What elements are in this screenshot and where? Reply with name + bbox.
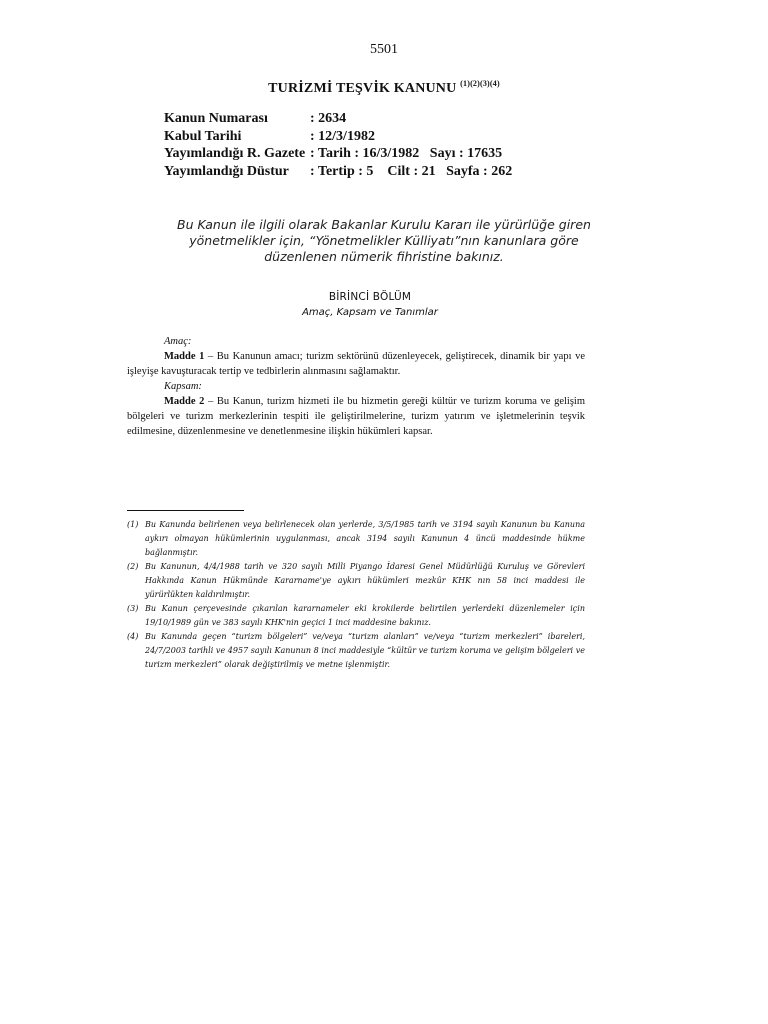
article-2-text: – Bu Kanun, turizm hizmeti ile bu hizmetin gereği kültür ve turizm koruma ve gelişim bölgeleri ve turizm merkezlerinin tespiti ile geliştirilmelerine, turizm yatırım ve işletmelerinin teşvik edilmesine, düzenlenmesine ve denetlenmesine ilişkin hükümleri kapsar. [127, 396, 585, 437]
footnote-text: Bu Kanun çerçevesinde çıkarılan kararnameler eki krokilerde belirtilen yerlerdeki düzenlemeler için 19/10/1989 gün ve 383 sayılı KHK'nin geçici 1 inci maddesine bakınız. [145, 604, 585, 627]
article-1-text: – Bu Kanunun amacı; turizm sektörünü düzenleyecek, geliştirecek, dinamik bir yapı ve işleyişe kavuşturacak tertip ve tedbirlerin alınmasını sağlamaktır. [127, 351, 586, 377]
footnote-number: (4) [127, 632, 139, 641]
metadata-value: : 2634 [310, 111, 347, 126]
section-subheading: Amaç, Kapsam ve Tanımlar [302, 307, 438, 318]
article-1-paragraph [127, 349, 585, 379]
metadata-row-official-gazette [164, 145, 512, 163]
footnotes [127, 518, 585, 672]
article-1-label: Amaç: [164, 336, 192, 347]
article-2-paragraph [127, 394, 585, 439]
footnote-number: (2) [127, 562, 139, 571]
metadata-value: : 12/3/1982 [310, 128, 375, 144]
metadata-row-dustur [164, 163, 512, 181]
metadata-value: : Tarih : 16/3/1982 Sayı : 17635 [310, 146, 503, 161]
article-1-number: Madde 1 [164, 351, 205, 362]
footnote-3 [127, 602, 585, 630]
footnote-number: (3) [127, 604, 139, 613]
title-text: TURİZMİ TEŞVİK KANUNU [268, 81, 457, 96]
metadata-value: : Tertip : 5 Cilt : 21 Sayfa : 262 [310, 163, 513, 179]
article-2-label: Kapsam: [164, 381, 202, 392]
footnote-2 [127, 560, 585, 602]
notice-line: Bu Kanun ile ilgili olarak Bakanlar Kurulu Kararı ile yürürlüğe giren [177, 217, 591, 232]
notice-line: yönetmelikler için, “Yönetmelikler Külliyatı”nın kanunlara göre [189, 233, 579, 248]
footnote-4 [127, 630, 585, 672]
footnote-number: (1) [127, 520, 139, 529]
footnote-divider [127, 510, 244, 511]
footnote-text: Bu Kanunda geçen “turizm bölgeleri” ve/veya “turizm alanları” ve/veya “turizm merkezleri” ibareleri, 24/7/2003 tarihli ve 4957 sayılı Kanunun 8 inci maddesiyle “kültür ve turizm koruma ve gelişim bölgeleri ve turizm merkezleri” olarak değiştirilmiş ve metne işlenmiştir. [145, 632, 585, 669]
metadata-row-law-number [164, 110, 512, 128]
footnote-text: Bu Kanunda belirlenen veya belirlenecek olan yerlerde, 3/5/1985 tarih ve 3194 sayılı Kanunun bu Kanuna aykırı olmayan hükümlerinin uygulanması, ancak 3194 sayılı Kanunun 4 üncü maddesinde hükme bağlanmıştır. [145, 520, 585, 557]
metadata-label: Kabul Tarihi [164, 128, 242, 144]
law-metadata [164, 110, 512, 180]
articles-body [127, 334, 585, 439]
metadata-row-acceptance-date [164, 128, 512, 146]
metadata-label: Yayımlandığı R. Gazete [164, 146, 306, 161]
document-title [0, 81, 768, 97]
footnote-text: Bu Kanunun, 4/4/1988 tarih ve 320 sayılı Milli Piyango İdaresi Genel Müdürlüğü Kuruluş ve Görevleri Hakkında Kanun Hükmünde Kararname'ye aykırı hükümleri mezkûr KHK nın 58 inci maddesi ile yürürlükten kaldırılmıştır. [145, 562, 585, 599]
metadata-label: Yayımlandığı Düstur [164, 163, 289, 179]
article-2-number: Madde 2 [164, 396, 205, 407]
page-number: 5501 [370, 42, 398, 57]
metadata-label: Kanun Numarası [164, 111, 268, 126]
section-heading: BİRİNCİ BÖLÜM [328, 291, 412, 303]
regulations-notice [0, 217, 768, 265]
footnote-1 [127, 518, 585, 560]
notice-line: düzenlenen nümerik fihristine bakınız. [264, 249, 504, 264]
title-footnote-refs: (1)(2)(3)(4) [460, 79, 500, 88]
